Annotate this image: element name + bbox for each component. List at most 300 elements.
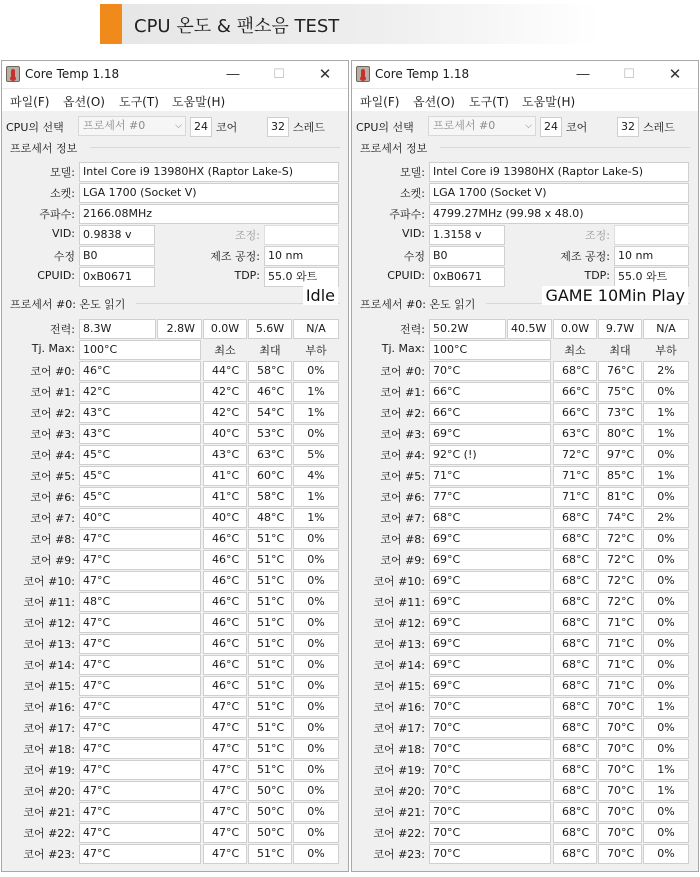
core-row — [352, 676, 698, 697]
core-temperature: 70°C — [429, 844, 551, 864]
core-min-temperature: 68°C — [553, 676, 597, 696]
core-label: 코어 #19: — [373, 764, 425, 777]
core-load: 0% — [293, 739, 339, 759]
core-min-temperature: 68°C — [553, 844, 597, 864]
core-temperature: 69°C — [429, 550, 551, 570]
cpuid-value: 0xB0671 — [429, 267, 505, 287]
core-temperature: 71°C — [429, 466, 551, 486]
section-divider — [90, 147, 340, 148]
core-row — [352, 844, 698, 865]
threads-label: 스레드 — [643, 121, 675, 134]
core-max-temperature: 71°C — [598, 676, 642, 696]
core-label: 코어 #2: — [30, 407, 75, 420]
core-max-temperature: 51°C — [248, 844, 292, 864]
core-max-temperature: 48°C — [248, 508, 292, 528]
core-load: 0% — [643, 613, 689, 633]
core-min-temperature: 40°C — [203, 508, 247, 528]
overlay-caption: GAME 10Min Play — [542, 286, 688, 305]
power-cores: 40.5W — [507, 319, 552, 339]
core-max-temperature: 51°C — [248, 739, 292, 759]
power-package: 8.3W — [79, 319, 156, 339]
temperature-readings-header: 프로세서 #0: 온도 읽기 — [10, 298, 126, 311]
core-max-temperature: 80°C — [598, 424, 642, 444]
core-row — [352, 550, 698, 571]
core-load: 0% — [293, 844, 339, 864]
core-temperature: 69°C — [429, 655, 551, 675]
core-max-temperature: 74°C — [598, 508, 642, 528]
core-row — [2, 550, 348, 571]
core-row — [2, 718, 348, 739]
core-temperature: 47°C — [79, 550, 201, 570]
core-row — [2, 760, 348, 781]
tdp-value: 55.0 와트 — [614, 267, 689, 287]
core-min-temperature: 46°C — [203, 655, 247, 675]
socket-label: 소켓: — [50, 187, 75, 200]
core-max-temperature: 71°C — [598, 655, 642, 675]
core-temperature: 43°C — [79, 424, 201, 444]
core-load: 1% — [643, 466, 689, 486]
core-row — [2, 382, 348, 403]
core-max-temperature: 70°C — [598, 823, 642, 843]
title-bar[interactable] — [2, 61, 348, 89]
column-min-header: 최소 — [214, 344, 236, 357]
core-temperature: 70°C — [429, 361, 551, 381]
core-min-temperature: 47°C — [203, 802, 247, 822]
core-min-temperature: 46°C — [203, 550, 247, 570]
core-max-temperature: 70°C — [598, 739, 642, 759]
core-temperature: 43°C — [79, 403, 201, 423]
core-max-temperature: 51°C — [248, 571, 292, 591]
minimize-button[interactable]: ― — [226, 67, 240, 82]
model-value: Intel Core i9 13980HX (Raptor Lake-S) — [79, 162, 339, 182]
core-row — [352, 424, 698, 445]
tdp-label: TDP: — [584, 269, 610, 282]
core-min-temperature: 46°C — [203, 634, 247, 654]
core-temperature: 48°C — [79, 592, 201, 612]
core-temperature: 70°C — [429, 718, 551, 738]
column-max-header: 최대 — [609, 344, 631, 357]
core-min-temperature: 47°C — [203, 718, 247, 738]
maximize-button[interactable]: ☐ — [273, 67, 285, 82]
core-max-temperature: 97°C — [598, 445, 642, 465]
core-load: 0% — [293, 655, 339, 675]
cpu-select-label: CPU의 선택 — [356, 121, 414, 134]
menu-help[interactable]: 도움말(H) — [522, 95, 576, 109]
core-min-temperature: 47°C — [203, 739, 247, 759]
core-temperature: 47°C — [79, 655, 201, 675]
core-max-temperature: 51°C — [248, 613, 292, 633]
cpuid-value: 0xB0671 — [79, 267, 155, 287]
vid-value: 0.9838 v — [79, 225, 155, 245]
core-label: 코어 #7: — [30, 512, 75, 525]
core-label: 코어 #6: — [30, 491, 75, 504]
vid-label: VID: — [52, 227, 75, 240]
core-min-temperature: 68°C — [553, 697, 597, 717]
menu-bar — [2, 89, 348, 111]
core-temperature: 45°C — [79, 445, 201, 465]
column-load-header: 부하 — [655, 344, 677, 357]
core-row — [352, 655, 698, 676]
socket-label: 소켓: — [400, 187, 425, 200]
frequency-value: 4799.27MHz (99.98 x 48.0) — [429, 204, 689, 224]
core-row — [2, 487, 348, 508]
core-max-temperature: 51°C — [248, 634, 292, 654]
core-max-temperature: 75°C — [598, 382, 642, 402]
core-max-temperature: 71°C — [598, 634, 642, 654]
core-min-temperature: 68°C — [553, 571, 597, 591]
core-row — [352, 718, 698, 739]
core-row — [352, 382, 698, 403]
core-min-temperature: 68°C — [553, 529, 597, 549]
core-label: 코어 #10: — [373, 575, 425, 588]
core-temperature: 47°C — [79, 634, 201, 654]
core-label: 코어 #1: — [380, 386, 425, 399]
power-label: 전력: — [400, 323, 425, 336]
processor-dropdown[interactable] — [428, 116, 536, 136]
cores-count: 24 — [540, 117, 562, 137]
core-row — [2, 655, 348, 676]
core-label: 코어 #19: — [23, 764, 75, 777]
banner-title: CPU 온도 & 팬소음 TEST — [134, 16, 340, 37]
model-value: Intel Core i9 13980HX (Raptor Lake-S) — [429, 162, 689, 182]
core-min-temperature: 47°C — [203, 697, 247, 717]
core-temperature: 47°C — [79, 781, 201, 801]
core-label: 코어 #14: — [23, 659, 75, 672]
socket-value: LGA 1700 (Socket V) — [429, 183, 689, 203]
core-row — [2, 424, 348, 445]
core-row — [2, 781, 348, 802]
processor-dropdown-value: 프로세서 #0 — [433, 119, 496, 132]
core-row — [352, 823, 698, 844]
vid-label: VID: — [402, 227, 425, 240]
core-load: 0% — [643, 445, 689, 465]
core-min-temperature: 68°C — [553, 634, 597, 654]
core-temperature: 69°C — [429, 634, 551, 654]
core-max-temperature: 63°C — [248, 445, 292, 465]
tjmax-value: 100°C — [79, 340, 201, 360]
menu-help[interactable]: 도움말(H) — [172, 95, 226, 109]
cores-label: 코어 — [566, 121, 588, 134]
core-label: 코어 #8: — [380, 533, 425, 546]
core-row — [2, 802, 348, 823]
core-label: 코어 #23: — [373, 848, 425, 861]
core-max-temperature: 58°C — [248, 361, 292, 381]
core-temperature: 47°C — [79, 739, 201, 759]
core-min-temperature: 68°C — [553, 760, 597, 780]
core-row — [2, 739, 348, 760]
core-label: 코어 #16: — [23, 701, 75, 714]
core-max-temperature: 51°C — [248, 529, 292, 549]
core-temperature: 47°C — [79, 844, 201, 864]
core-min-temperature: 40°C — [203, 424, 247, 444]
revision-label: 수정 — [53, 250, 75, 263]
core-row — [352, 697, 698, 718]
core-temperature: 47°C — [79, 823, 201, 843]
menu-options[interactable]: 옵션(O) — [63, 95, 105, 109]
model-label: 모델: — [50, 166, 75, 179]
core-load: 0% — [643, 382, 689, 402]
process-value: 10 nm — [614, 246, 689, 266]
core-temperature: 70°C — [429, 739, 551, 759]
core-min-temperature: 68°C — [553, 781, 597, 801]
processor-info-header: 프로세서 정보 — [10, 142, 78, 155]
core-label: 코어 #0: — [30, 365, 75, 378]
core-max-temperature: 76°C — [598, 361, 642, 381]
core-label: 코어 #2: — [380, 407, 425, 420]
core-min-temperature: 68°C — [553, 550, 597, 570]
power-dram: 5.6W — [248, 319, 292, 339]
core-min-temperature: 47°C — [203, 781, 247, 801]
frequency-value: 2166.08MHz — [79, 204, 339, 224]
core-temperature: 68°C — [429, 508, 551, 528]
revision-label: 수정 — [403, 250, 425, 263]
core-max-temperature: 70°C — [598, 802, 642, 822]
core-min-temperature: 46°C — [203, 529, 247, 549]
core-load: 0% — [643, 529, 689, 549]
core-load: 1% — [643, 697, 689, 717]
core-label: 코어 #5: — [30, 470, 75, 483]
core-temperature: 69°C — [429, 613, 551, 633]
core-temperature: 69°C — [429, 529, 551, 549]
window-title: Core Temp 1.18 — [25, 67, 120, 81]
core-label: 코어 #1: — [30, 386, 75, 399]
column-min-header: 최소 — [564, 344, 586, 357]
core-row — [352, 571, 698, 592]
core-min-temperature: 46°C — [203, 592, 247, 612]
core-max-temperature: 51°C — [248, 718, 292, 738]
socket-value: LGA 1700 (Socket V) — [79, 183, 339, 203]
column-load-header: 부하 — [305, 344, 327, 357]
menu-tools[interactable]: 도구(T) — [119, 95, 159, 109]
core-temperature: 45°C — [79, 487, 201, 507]
cores-count: 24 — [190, 117, 212, 137]
core-max-temperature: 51°C — [248, 676, 292, 696]
core-row — [2, 823, 348, 844]
core-row — [2, 508, 348, 529]
core-temperature: 70°C — [429, 781, 551, 801]
core-temperature: 69°C — [429, 592, 551, 612]
frequency-label: 주파수: — [39, 208, 75, 221]
core-label: 코어 #4: — [30, 449, 75, 462]
cpuid-label: CPUID: — [387, 269, 425, 282]
core-temperature: 47°C — [79, 760, 201, 780]
core-load: 1% — [643, 781, 689, 801]
core-load: 0% — [293, 550, 339, 570]
core-row — [352, 403, 698, 424]
core-label: 코어 #5: — [380, 470, 425, 483]
core-max-temperature: 70°C — [598, 781, 642, 801]
core-min-temperature: 68°C — [553, 508, 597, 528]
core-label: 코어 #23: — [23, 848, 75, 861]
power-package: 50.2W — [429, 319, 506, 339]
core-row — [352, 508, 698, 529]
core-max-temperature: 70°C — [598, 844, 642, 864]
tdp-label: TDP: — [234, 269, 260, 282]
core-load: 0% — [643, 634, 689, 654]
core-max-temperature: 72°C — [598, 592, 642, 612]
core-min-temperature: 46°C — [203, 613, 247, 633]
power-cores: 2.8W — [157, 319, 202, 339]
coretemp-app-icon — [356, 66, 370, 82]
core-label: 코어 #9: — [30, 554, 75, 567]
core-row — [2, 403, 348, 424]
core-load: 1% — [643, 403, 689, 423]
temperature-readings-header: 프로세서 #0: 온도 읽기 — [360, 298, 476, 311]
core-load: 0% — [293, 760, 339, 780]
core-label: 코어 #3: — [30, 428, 75, 441]
core-row — [2, 613, 348, 634]
core-label: 코어 #18: — [23, 743, 75, 756]
core-row — [2, 676, 348, 697]
core-temperature: 66°C — [429, 403, 551, 423]
core-load: 0% — [643, 592, 689, 612]
chevron-down-icon: ⌵ — [525, 121, 532, 131]
core-load: 1% — [293, 382, 339, 402]
core-row — [352, 802, 698, 823]
process-label: 제조 공정: — [560, 250, 610, 263]
core-row — [352, 613, 698, 634]
window-content — [2, 111, 348, 871]
core-load: 0% — [293, 571, 339, 591]
core-max-temperature: 73°C — [598, 403, 642, 423]
core-load: 0% — [643, 655, 689, 675]
core-max-temperature: 54°C — [248, 403, 292, 423]
core-row — [352, 634, 698, 655]
core-load: 0% — [643, 676, 689, 696]
core-max-temperature: 51°C — [248, 550, 292, 570]
core-load: 1% — [293, 508, 339, 528]
core-label: 코어 #8: — [30, 533, 75, 546]
core-max-temperature: 50°C — [248, 823, 292, 843]
core-load: 0% — [293, 802, 339, 822]
power-label: 전력: — [50, 323, 75, 336]
core-max-temperature: 51°C — [248, 655, 292, 675]
core-min-temperature: 68°C — [553, 718, 597, 738]
core-label: 코어 #20: — [373, 785, 425, 798]
core-load: 2% — [643, 508, 689, 528]
window-content — [352, 111, 698, 871]
title-bar[interactable] — [352, 61, 698, 89]
revision-value: B0 — [79, 246, 155, 266]
core-min-temperature: 46°C — [203, 571, 247, 591]
core-load: 4% — [293, 466, 339, 486]
core-temperature: 47°C — [79, 529, 201, 549]
core-temperature: 66°C — [429, 382, 551, 402]
core-min-temperature: 42°C — [203, 403, 247, 423]
core-max-temperature: 58°C — [248, 487, 292, 507]
core-load: 0% — [643, 739, 689, 759]
core-label: 코어 #21: — [373, 806, 425, 819]
core-temperature: 70°C — [429, 760, 551, 780]
core-load: 1% — [643, 760, 689, 780]
cpu-select-label: CPU의 선택 — [6, 121, 64, 134]
close-button[interactable]: ✕ — [318, 65, 332, 83]
core-label: 코어 #12: — [23, 617, 75, 630]
menu-file[interactable]: 파일(F) — [10, 95, 50, 109]
core-load: 1% — [293, 403, 339, 423]
maximize-button[interactable]: ☐ — [623, 67, 635, 82]
overlay-caption: Idle — [303, 286, 338, 305]
revision-value: B0 — [429, 246, 505, 266]
core-min-temperature: 44°C — [203, 361, 247, 381]
process-label: 제조 공정: — [210, 250, 260, 263]
core-min-temperature: 68°C — [553, 739, 597, 759]
menu-bar — [352, 89, 698, 111]
adjust-value — [614, 225, 689, 245]
core-load: 0% — [643, 844, 689, 864]
threads-count: 32 — [267, 117, 289, 137]
core-temperature: 40°C — [79, 508, 201, 528]
core-load: 0% — [293, 781, 339, 801]
banner-accent-bar — [100, 4, 122, 44]
core-load: 0% — [643, 718, 689, 738]
core-temperature: 45°C — [79, 466, 201, 486]
core-label: 코어 #18: — [373, 743, 425, 756]
core-temperature: 47°C — [79, 802, 201, 822]
menu-file[interactable]: 파일(F) — [360, 95, 400, 109]
processor-dropdown-value: 프로세서 #0 — [83, 119, 146, 132]
core-load: 0% — [293, 361, 339, 381]
power-uncore: 0.0W — [203, 319, 247, 339]
core-load: 0% — [293, 718, 339, 738]
core-row — [352, 592, 698, 613]
close-button[interactable]: ✕ — [668, 65, 682, 83]
core-max-temperature: 70°C — [598, 718, 642, 738]
banner — [100, 4, 600, 44]
core-row — [352, 445, 698, 466]
core-row — [352, 760, 698, 781]
core-min-temperature: 66°C — [553, 382, 597, 402]
processor-dropdown[interactable] — [78, 116, 186, 136]
core-min-temperature: 47°C — [203, 760, 247, 780]
core-max-temperature: 46°C — [248, 382, 292, 402]
core-label: 코어 #13: — [23, 638, 75, 651]
coretemp-app-icon — [6, 66, 20, 82]
menu-options[interactable]: 옵션(O) — [413, 95, 455, 109]
core-row — [352, 739, 698, 760]
power-other: N/A — [293, 319, 339, 339]
core-temperature: 47°C — [79, 571, 201, 591]
core-row — [2, 697, 348, 718]
core-label: 코어 #20: — [23, 785, 75, 798]
core-label: 코어 #22: — [373, 827, 425, 840]
core-temperature: 70°C — [429, 802, 551, 822]
processor-info-header: 프로세서 정보 — [360, 142, 428, 155]
core-label: 코어 #7: — [380, 512, 425, 525]
core-min-temperature: 68°C — [553, 592, 597, 612]
core-max-temperature: 72°C — [598, 550, 642, 570]
model-label: 모델: — [400, 166, 425, 179]
core-label: 코어 #14: — [373, 659, 425, 672]
minimize-button[interactable]: ― — [576, 67, 590, 82]
core-load: 0% — [643, 802, 689, 822]
adjust-label: 조정: — [585, 229, 610, 242]
core-load: 0% — [293, 424, 339, 444]
core-temperature: 77°C — [429, 487, 551, 507]
core-temperature: 46°C — [79, 361, 201, 381]
core-row — [352, 781, 698, 802]
core-label: 코어 #17: — [373, 722, 425, 735]
menu-tools[interactable]: 도구(T) — [469, 95, 509, 109]
vid-value: 1.3158 v — [429, 225, 505, 245]
core-row — [2, 361, 348, 382]
core-load: 0% — [293, 634, 339, 654]
power-dram: 9.7W — [598, 319, 642, 339]
core-min-temperature: 63°C — [553, 424, 597, 444]
core-min-temperature: 41°C — [203, 466, 247, 486]
core-min-temperature: 72°C — [553, 445, 597, 465]
coretemp-window-idle — [1, 60, 349, 872]
